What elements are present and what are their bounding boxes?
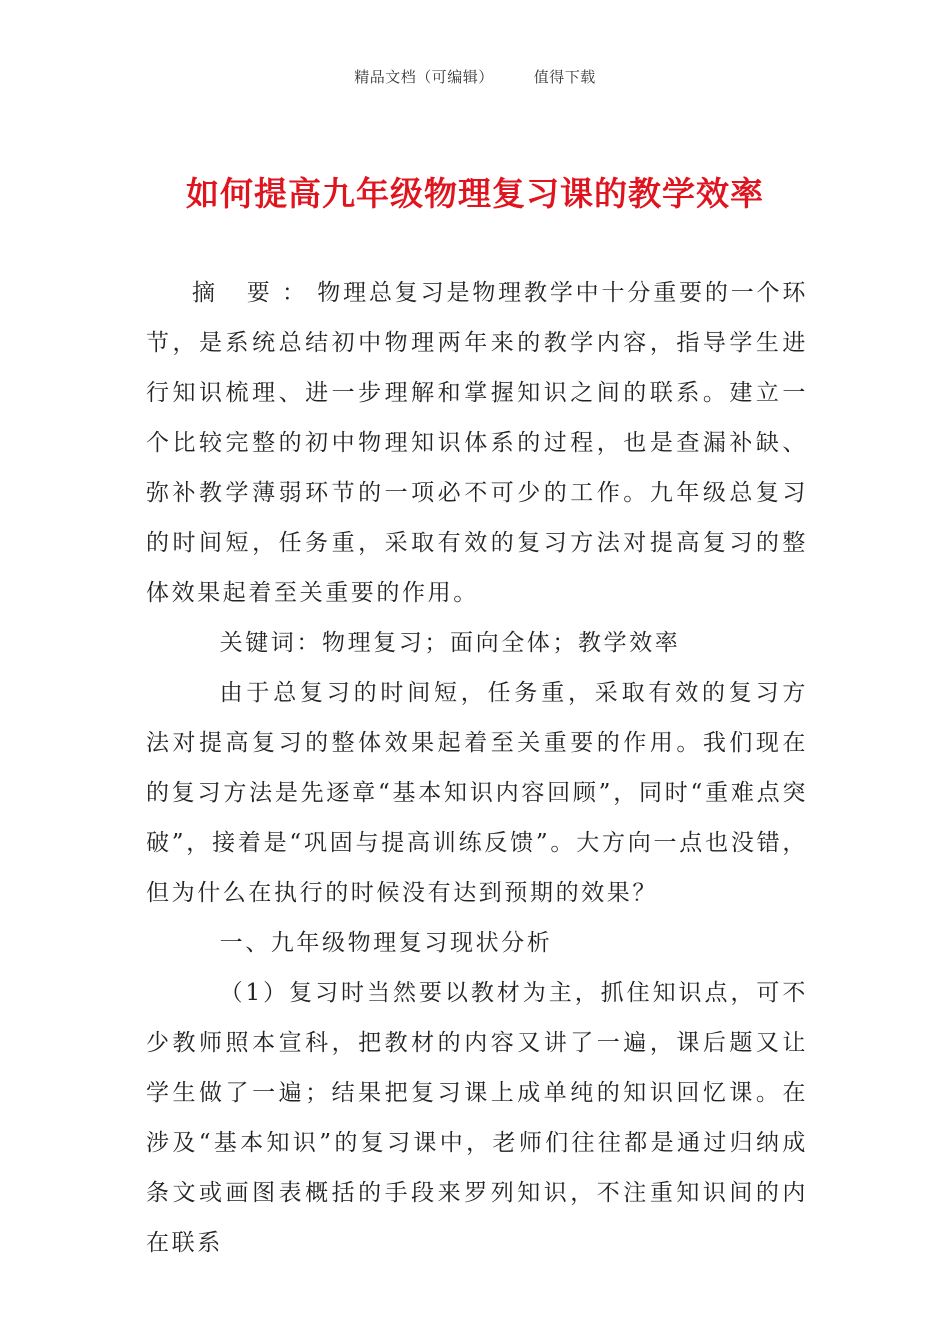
document-title: 如何提高九年级物理复习课的教学效率	[186, 174, 764, 213]
abstract-text: 物理总复习是物理教学中十分重要的一个环节，是系统总结初中物理两年来的教学内容，指导学生进行知识梳理、进一步理解和掌握知识之间的联系。建立一个比较完整的初中物理知识体系的过程，也是查漏补缺、弥补教学薄弱环节的一项必不可少的工作。九年级总复习的时间短，任务重，采取有效的复习方法对提高复习的整体效果起着至关重要的作用。	[146, 280, 809, 606]
abstract-paragraph	[146, 268, 808, 618]
section-heading: 一、九年级物理复习现状分析	[219, 930, 553, 956]
section-paragraph: （1）复习时当然要以教材为主，抓住知识点，可不少教师照本宣科，把教材的内容又讲了一遍，课后题又让学生做了一遍；结果把复习课上成单纯的知识回忆课。在涉及“基本知识”的复习课中，老师们往往都是通过归纳成条文或画图表概括的手段来罗列知识，不注重知识间的内在联系	[146, 980, 808, 1256]
abstract-label: 摘 要：	[192, 280, 318, 306]
intro-paragraph: 由于总复习的时间短，任务重，采取有效的复习方法对提高复习的整体效果起着至关重要的作用。我们现在的复习方法是先逐章“基本知识内容回顾”，同时“重难点突破”，接着是“巩固与提高训练反馈”。大方向一点也没错，但为什么在执行的时候没有达到预期的效果？	[146, 680, 808, 906]
header-left-text: 精品文档（可编辑）	[354, 68, 494, 86]
header-right-text: 值得下载	[533, 68, 596, 86]
keywords-paragraph: 关键词：物理复习；面向全体；教学效率	[219, 630, 681, 656]
document-body	[146, 268, 808, 1268]
page-header	[0, 66, 950, 87]
